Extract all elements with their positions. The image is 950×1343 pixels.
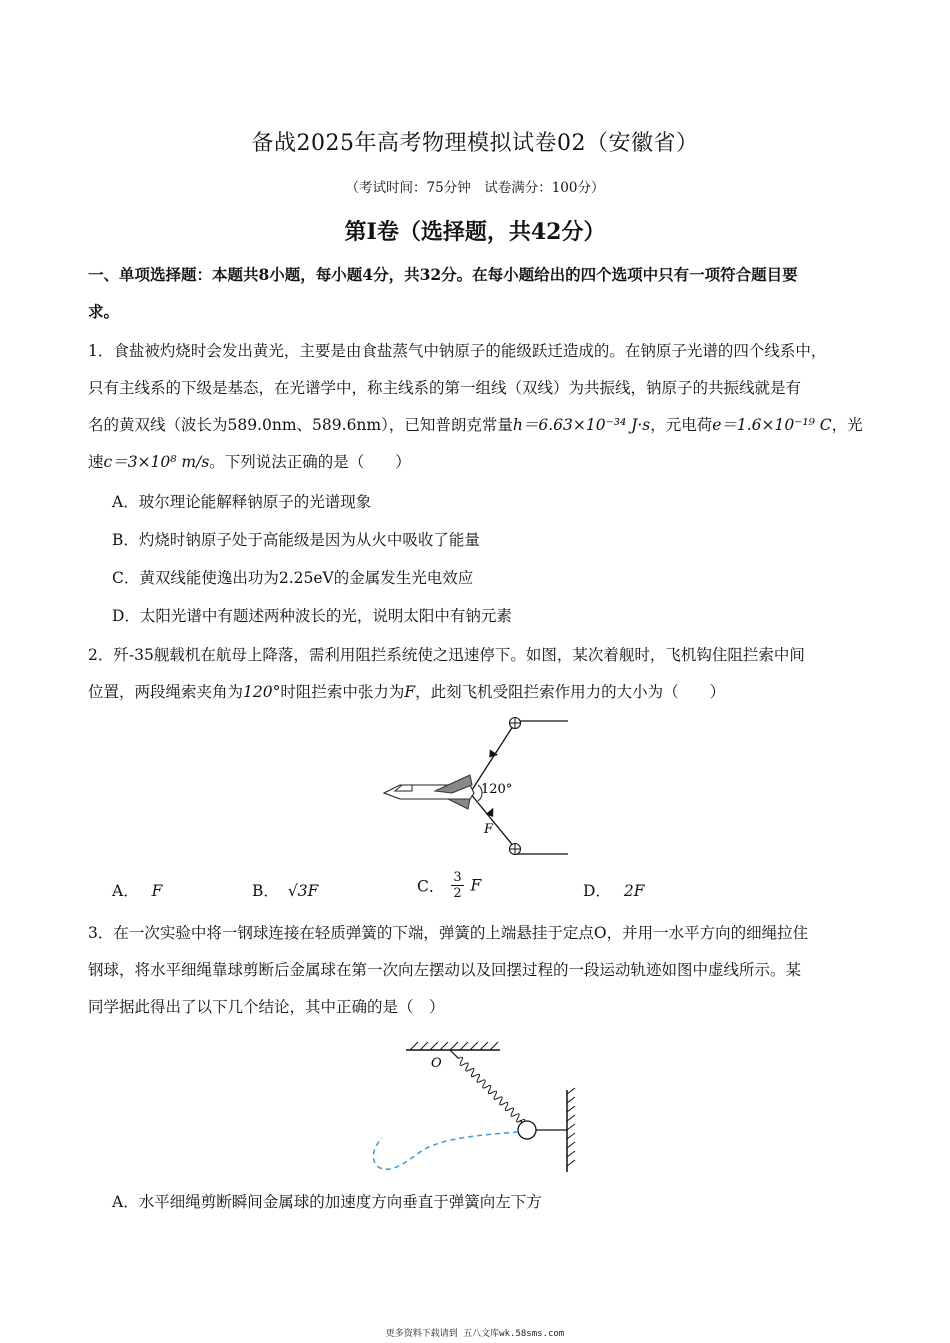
q2-option-a — [112, 879, 162, 901]
lower-cable — [470, 793, 515, 848]
q2-line — [88, 674, 868, 711]
lower-arrow — [486, 808, 498, 820]
q2-option-value: F — [470, 876, 482, 895]
q3-line: 3．在一次实验中将一钢球连接在轻质弹簧的下端，弹簧的上端悬挂于定点O，并用一水平方向的细绳拉住 — [88, 924, 809, 942]
fraction-denominator: 2 — [453, 886, 462, 901]
trajectory-dashed — [373, 1132, 518, 1169]
aircraft-tail — [448, 799, 470, 809]
elementary-charge: e＝1.6×10⁻¹⁹ C — [712, 416, 832, 434]
q2-option-letter: A． — [112, 882, 139, 900]
q2-option-value: √3F — [287, 882, 319, 900]
planck-constant: h＝6.63×10⁻³⁴ J·s — [512, 416, 651, 434]
footer: 更多资料下载请到 五八文库wk.58sms.com — [385, 1329, 565, 1339]
q1-text: 。下列说法正确的是（ ） — [209, 453, 411, 471]
q2-option-value: F — [151, 882, 163, 900]
force-label: F — [484, 822, 494, 837]
instructions-line: 求。 — [88, 302, 120, 321]
carrier-aircraft-figure — [0, 713, 950, 873]
q2-option-letter: C． — [417, 877, 445, 896]
q1-option-a: A．玻尔理论能解释钠原子的光谱现象 — [112, 493, 372, 511]
q1-text: ，元电荷 — [650, 416, 713, 434]
q3-line: 同学据此得出了以下几个结论，其中正确的是（ ） — [88, 998, 445, 1016]
ceiling-hatch — [410, 1042, 498, 1050]
instructions — [88, 256, 868, 330]
q1-option-c: C．黄双线能使逸出功为2.25eV的金属发生光电效应 — [112, 569, 474, 587]
angle-label: 120° — [481, 782, 513, 797]
q2-option-c — [417, 870, 481, 901]
q2-text: 位置，两段绳索夹角为 — [88, 683, 244, 701]
q1-option-d: D．太阳光谱中有题述两种波长的光，说明太阳中有钠元素 — [112, 607, 512, 625]
q1-text: 名的黄双线（波长为589.0nm、589.6nm），已知普朗克常量 — [88, 416, 513, 434]
point-o-label: O — [431, 1056, 442, 1071]
steel-ball — [518, 1121, 536, 1139]
q2-text: ，此刻飞机受阻拦索作用力的大小为（ ） — [415, 683, 726, 701]
q3-option-a: A．水平细绳剪断瞬间金属球的加速度方向垂直于弹簧向左下方 — [112, 1193, 542, 1211]
spring-pendulum-figure — [0, 1030, 950, 1180]
q1-line — [88, 407, 868, 444]
instructions-line: 一、单项选择题：本题共8小题，每小题4分，共32分。在每小题给出的四个选项中只有一项符合题目要 — [88, 265, 798, 284]
q3-line: 钢球，将水平细绳靠球剪断后金属球在第一次向左摆动以及回摆过程的一段运动轨迹如图中虚线所示。某 — [88, 961, 802, 979]
wall-hatch — [567, 1088, 575, 1166]
q2-text: 时阻拦索中张力为 — [280, 683, 405, 701]
question-1 — [88, 333, 868, 481]
q1-line: 只有主线系的下级是基态，在光谱学中，称主线系的第一组线（双线）为共振线，钠原子的共振线就是有 — [88, 379, 802, 397]
q1-line — [88, 444, 868, 481]
q2-option-b — [252, 879, 318, 901]
q1-text: 速 — [88, 453, 104, 471]
section-title: 第I卷（选择题，共42分） — [344, 219, 606, 245]
fraction — [451, 870, 463, 901]
q2-option-value: 2F — [623, 882, 645, 900]
q1-option-b: B．灼烧时钠原子处于高能级是因为从火中吸收了能量 — [112, 531, 480, 549]
force-symbol: F — [404, 683, 416, 701]
q2-option-letter: B． — [252, 882, 279, 900]
exam-info: （考试时间：75分钟 试卷满分：100分） — [345, 180, 605, 196]
speed-of-light: c＝3×10⁸ m/s — [103, 453, 210, 471]
angle-value: 120° — [243, 683, 281, 701]
q2-line: 2．歼-35舰载机在航母上降落，需利用阻拦系统使之迅速停下。如图，某次着舰时，飞机钩住阻拦索中间 — [88, 646, 805, 664]
page-title: 备战2025年高考物理模拟试卷02（安徽省） — [251, 131, 699, 156]
question-2 — [88, 637, 868, 711]
q1-line: 1．食盐被灼烧时会发出黄光，主要是由食盐蒸气中钠原子的能级跃迁造成的。在钠原子光谱的四个线系中， — [88, 342, 827, 360]
question-3 — [88, 915, 868, 1026]
q2-option-d — [583, 879, 645, 901]
q1-text: ，光 — [831, 416, 863, 434]
q2-option-letter: D． — [583, 882, 611, 900]
fraction-numerator: 3 — [453, 870, 462, 885]
